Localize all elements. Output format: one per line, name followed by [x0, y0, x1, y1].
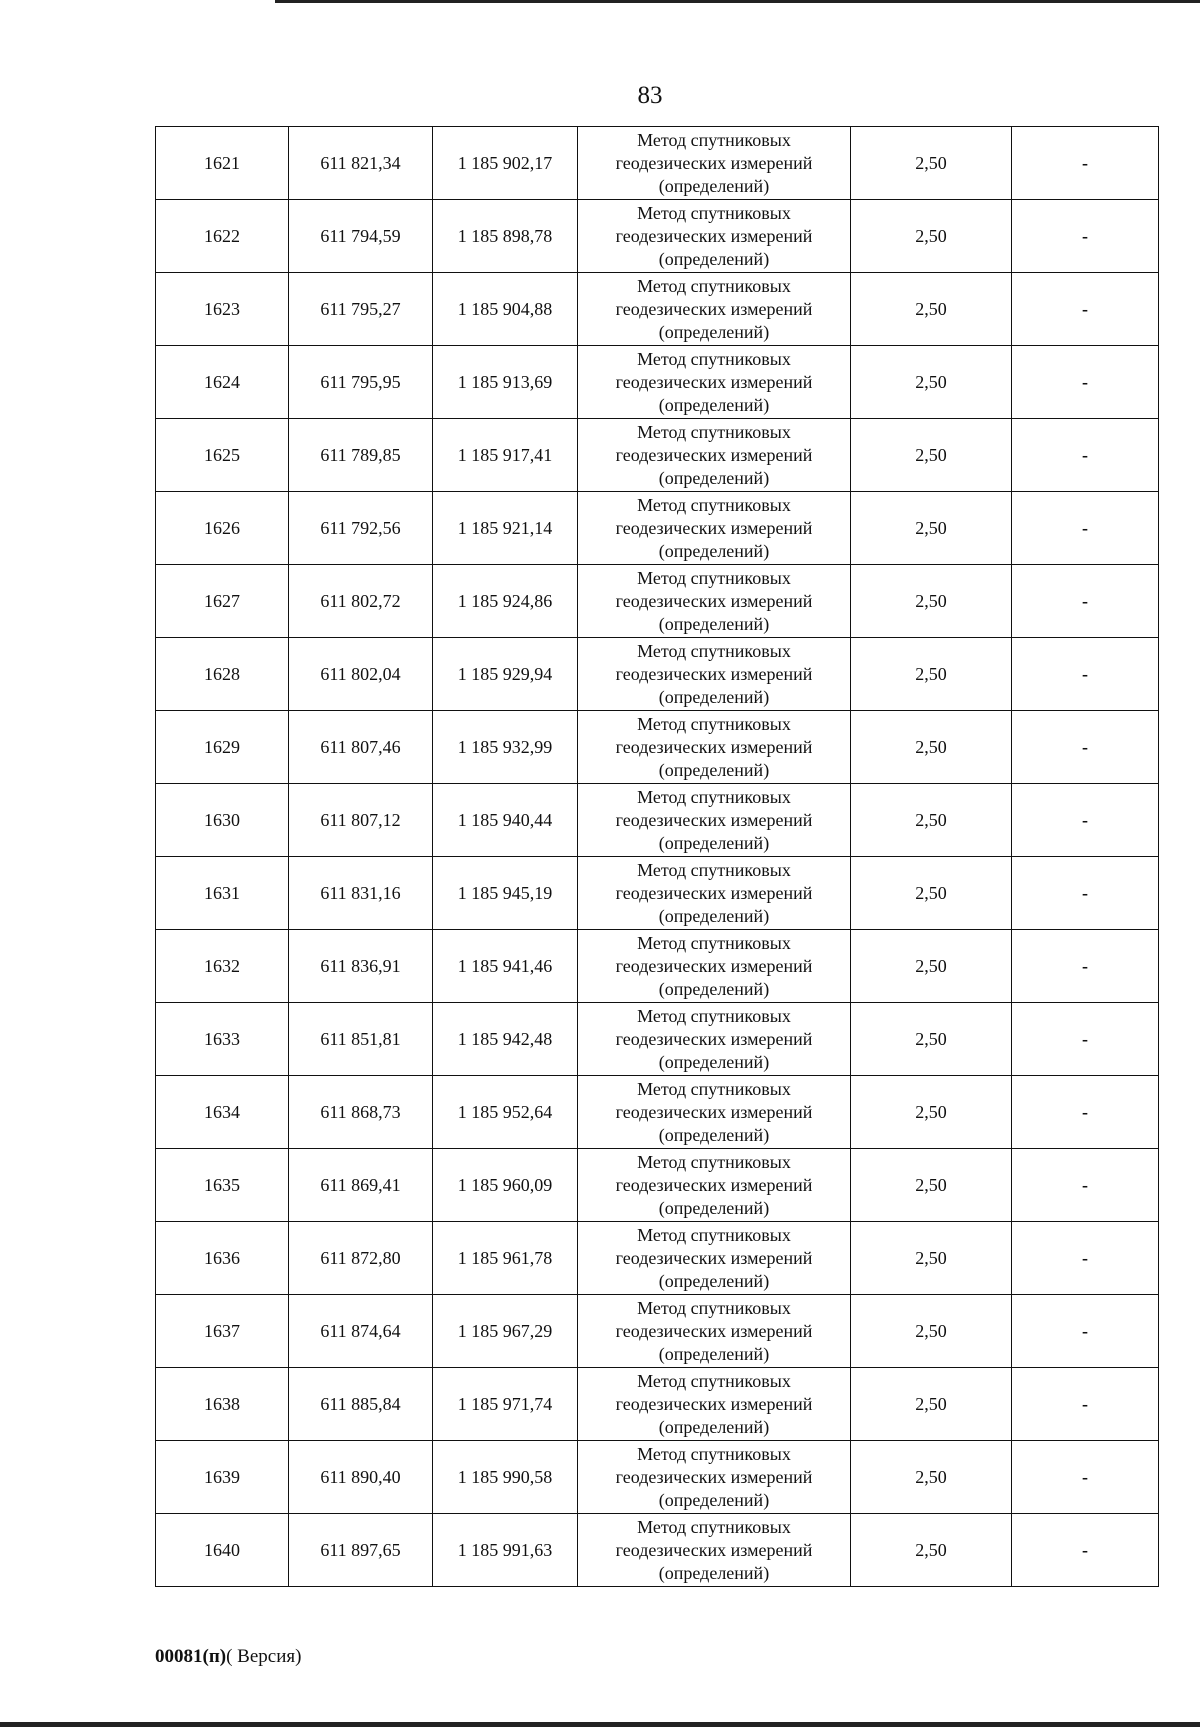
x-coordinate-cell: 611 885,84 — [289, 1368, 433, 1441]
note-cell: - — [1012, 638, 1159, 711]
accuracy-cell: 2,50 — [851, 1149, 1012, 1222]
x-coordinate-cell: 611 802,04 — [289, 638, 433, 711]
accuracy-cell: 2,50 — [851, 492, 1012, 565]
table-row — [156, 1003, 1159, 1076]
note-cell: - — [1012, 1003, 1159, 1076]
method-line: геодезических измерений — [615, 1393, 813, 1414]
method-line: Метод спутниковых — [637, 1297, 791, 1318]
method-line: геодезических измерений — [615, 663, 813, 684]
table-row — [156, 200, 1159, 273]
method-cell — [578, 1003, 851, 1076]
x-coordinate-cell: 611 821,34 — [289, 127, 433, 200]
table-row — [156, 930, 1159, 1003]
method-line: Метод спутниковых — [637, 202, 791, 223]
method-line: геодезических измерений — [615, 1320, 813, 1341]
point-number-cell: 1628 — [156, 638, 289, 711]
table-row — [156, 419, 1159, 492]
x-coordinate-cell: 611 792,56 — [289, 492, 433, 565]
y-coordinate-cell: 1 185 921,14 — [433, 492, 578, 565]
method-line: Метод спутниковых — [637, 1005, 791, 1026]
accuracy-cell: 2,50 — [851, 346, 1012, 419]
method-cell — [578, 565, 851, 638]
x-coordinate-cell: 611 851,81 — [289, 1003, 433, 1076]
x-coordinate-cell: 611 795,95 — [289, 346, 433, 419]
method-line: (определений) — [658, 1489, 770, 1510]
accuracy-cell: 2,50 — [851, 1514, 1012, 1587]
method-line: геодезических измерений — [615, 736, 813, 757]
point-number-cell: 1625 — [156, 419, 289, 492]
method-line: геодезических измерений — [615, 1247, 813, 1268]
note-cell: - — [1012, 784, 1159, 857]
accuracy-cell: 2,50 — [851, 1222, 1012, 1295]
point-number-cell: 1623 — [156, 273, 289, 346]
method-line: (определений) — [658, 1343, 770, 1364]
point-number-cell: 1624 — [156, 346, 289, 419]
note-cell: - — [1012, 200, 1159, 273]
y-coordinate-cell: 1 185 898,78 — [433, 200, 578, 273]
bottom-rule — [0, 1722, 1200, 1727]
method-line: Метод спутниковых — [637, 129, 791, 150]
table-row — [156, 711, 1159, 784]
point-number-cell: 1630 — [156, 784, 289, 857]
method-cell — [578, 711, 851, 784]
y-coordinate-cell: 1 185 941,46 — [433, 930, 578, 1003]
accuracy-cell: 2,50 — [851, 200, 1012, 273]
method-line: (определений) — [658, 1416, 770, 1437]
method-cell — [578, 857, 851, 930]
method-cell — [578, 492, 851, 565]
table-row — [156, 1295, 1159, 1368]
method-line: (определений) — [658, 175, 770, 196]
table-row — [156, 492, 1159, 565]
x-coordinate-cell: 611 831,16 — [289, 857, 433, 930]
method-line: (определений) — [658, 321, 770, 342]
note-cell: - — [1012, 419, 1159, 492]
method-cell — [578, 1222, 851, 1295]
method-line: геодезических измерений — [615, 1539, 813, 1560]
y-coordinate-cell: 1 185 902,17 — [433, 127, 578, 200]
method-cell — [578, 1368, 851, 1441]
x-coordinate-cell: 611 869,41 — [289, 1149, 433, 1222]
method-line: геодезических измерений — [615, 1466, 813, 1487]
x-coordinate-cell: 611 794,59 — [289, 200, 433, 273]
accuracy-cell: 2,50 — [851, 273, 1012, 346]
table-row — [156, 1368, 1159, 1441]
note-cell: - — [1012, 1149, 1159, 1222]
method-cell — [578, 1076, 851, 1149]
note-cell: - — [1012, 1441, 1159, 1514]
method-line: Метод спутниковых — [637, 348, 791, 369]
method-cell — [578, 273, 851, 346]
x-coordinate-cell: 611 802,72 — [289, 565, 433, 638]
table-row — [156, 565, 1159, 638]
y-coordinate-cell: 1 185 942,48 — [433, 1003, 578, 1076]
method-line: (определений) — [658, 1051, 770, 1072]
x-coordinate-cell: 611 807,12 — [289, 784, 433, 857]
point-number-cell: 1622 — [156, 200, 289, 273]
note-cell: - — [1012, 565, 1159, 638]
method-line: Метод спутниковых — [637, 1224, 791, 1245]
method-cell — [578, 638, 851, 711]
y-coordinate-cell: 1 185 991,63 — [433, 1514, 578, 1587]
x-coordinate-cell: 611 789,85 — [289, 419, 433, 492]
accuracy-cell: 2,50 — [851, 711, 1012, 784]
note-cell: - — [1012, 1514, 1159, 1587]
method-line: Метод спутниковых — [637, 1443, 791, 1464]
table-row — [156, 784, 1159, 857]
accuracy-cell: 2,50 — [851, 1368, 1012, 1441]
method-line: геодезических измерений — [615, 152, 813, 173]
method-line: Метод спутниковых — [637, 1078, 791, 1099]
method-line: геодезических измерений — [615, 809, 813, 830]
point-number-cell: 1627 — [156, 565, 289, 638]
y-coordinate-cell: 1 185 990,58 — [433, 1441, 578, 1514]
method-line: геодезических измерений — [615, 590, 813, 611]
method-cell — [578, 127, 851, 200]
y-coordinate-cell: 1 185 960,09 — [433, 1149, 578, 1222]
method-line: (определений) — [658, 686, 770, 707]
method-cell — [578, 1149, 851, 1222]
method-line: геодезических измерений — [615, 225, 813, 246]
y-coordinate-cell: 1 185 929,94 — [433, 638, 578, 711]
point-number-cell: 1621 — [156, 127, 289, 200]
y-coordinate-cell: 1 185 971,74 — [433, 1368, 578, 1441]
method-line: (определений) — [658, 467, 770, 488]
accuracy-cell: 2,50 — [851, 565, 1012, 638]
method-line: Метод спутниковых — [637, 640, 791, 661]
x-coordinate-cell: 611 874,64 — [289, 1295, 433, 1368]
x-coordinate-cell: 611 836,91 — [289, 930, 433, 1003]
accuracy-cell: 2,50 — [851, 930, 1012, 1003]
y-coordinate-cell: 1 185 940,44 — [433, 784, 578, 857]
y-coordinate-cell: 1 185 961,78 — [433, 1222, 578, 1295]
method-line: Метод спутниковых — [637, 1370, 791, 1391]
method-line: геодезических измерений — [615, 882, 813, 903]
x-coordinate-cell: 611 795,27 — [289, 273, 433, 346]
document-footer — [155, 1646, 301, 1668]
method-cell — [578, 784, 851, 857]
y-coordinate-cell: 1 185 932,99 — [433, 711, 578, 784]
accuracy-cell: 2,50 — [851, 638, 1012, 711]
top-rule — [275, 0, 1200, 3]
table-row — [156, 1076, 1159, 1149]
point-number-cell: 1631 — [156, 857, 289, 930]
point-number-cell: 1629 — [156, 711, 289, 784]
point-number-cell: 1635 — [156, 1149, 289, 1222]
x-coordinate-cell: 611 890,40 — [289, 1441, 433, 1514]
method-line: (определений) — [658, 1197, 770, 1218]
x-coordinate-cell: 611 897,65 — [289, 1514, 433, 1587]
accuracy-cell: 2,50 — [851, 127, 1012, 200]
accuracy-cell: 2,50 — [851, 1076, 1012, 1149]
point-number-cell: 1637 — [156, 1295, 289, 1368]
method-line: Метод спутниковых — [637, 494, 791, 515]
note-cell: - — [1012, 1076, 1159, 1149]
table-row — [156, 857, 1159, 930]
method-cell — [578, 346, 851, 419]
method-line: (определений) — [658, 248, 770, 269]
table-row — [156, 1441, 1159, 1514]
y-coordinate-cell: 1 185 924,86 — [433, 565, 578, 638]
method-line: геодезических измерений — [615, 955, 813, 976]
table-row — [156, 346, 1159, 419]
note-cell: - — [1012, 492, 1159, 565]
method-line: Метод спутниковых — [637, 1516, 791, 1537]
y-coordinate-cell: 1 185 917,41 — [433, 419, 578, 492]
method-line: (определений) — [658, 613, 770, 634]
y-coordinate-cell: 1 185 967,29 — [433, 1295, 578, 1368]
y-coordinate-cell: 1 185 904,88 — [433, 273, 578, 346]
note-cell: - — [1012, 1295, 1159, 1368]
method-line: (определений) — [658, 1562, 770, 1583]
table-row — [156, 638, 1159, 711]
method-line: (определений) — [658, 759, 770, 780]
note-cell: - — [1012, 930, 1159, 1003]
method-cell — [578, 419, 851, 492]
method-line: Метод спутниковых — [637, 1151, 791, 1172]
point-number-cell: 1639 — [156, 1441, 289, 1514]
method-cell — [578, 1514, 851, 1587]
point-number-cell: 1640 — [156, 1514, 289, 1587]
note-cell: - — [1012, 273, 1159, 346]
point-number-cell: 1638 — [156, 1368, 289, 1441]
x-coordinate-cell: 611 868,73 — [289, 1076, 433, 1149]
method-line: геодезических измерений — [615, 1028, 813, 1049]
method-line: (определений) — [658, 978, 770, 999]
method-line: Метод спутниковых — [637, 932, 791, 953]
accuracy-cell: 2,50 — [851, 419, 1012, 492]
note-cell: - — [1012, 127, 1159, 200]
footer-code: 00081(п) — [155, 1646, 227, 1667]
note-cell: - — [1012, 1368, 1159, 1441]
page-number: 83 — [637, 82, 663, 109]
y-coordinate-cell: 1 185 952,64 — [433, 1076, 578, 1149]
method-cell — [578, 1441, 851, 1514]
method-line: Метод спутниковых — [637, 713, 791, 734]
note-cell: - — [1012, 711, 1159, 784]
method-line: геодезических измерений — [615, 444, 813, 465]
method-line: (определений) — [658, 905, 770, 926]
note-cell: - — [1012, 346, 1159, 419]
accuracy-cell: 2,50 — [851, 1003, 1012, 1076]
method-line: Метод спутниковых — [637, 567, 791, 588]
y-coordinate-cell: 1 185 913,69 — [433, 346, 578, 419]
accuracy-cell: 2,50 — [851, 784, 1012, 857]
method-line: Метод спутниковых — [637, 786, 791, 807]
point-number-cell: 1626 — [156, 492, 289, 565]
method-line: (определений) — [658, 394, 770, 415]
method-cell — [578, 930, 851, 1003]
x-coordinate-cell: 611 872,80 — [289, 1222, 433, 1295]
method-line: геодезических измерений — [615, 517, 813, 538]
x-coordinate-cell: 611 807,46 — [289, 711, 433, 784]
accuracy-cell: 2,50 — [851, 1295, 1012, 1368]
method-line: геодезических измерений — [615, 1101, 813, 1122]
note-cell: - — [1012, 1222, 1159, 1295]
method-line: геодезических измерений — [615, 1174, 813, 1195]
footer-version: ( Версия) — [226, 1646, 302, 1667]
table-row — [156, 273, 1159, 346]
method-line: Метод спутниковых — [637, 859, 791, 880]
method-line: (определений) — [658, 540, 770, 561]
table-row — [156, 1514, 1159, 1587]
accuracy-cell: 2,50 — [851, 1441, 1012, 1514]
method-line: (определений) — [658, 832, 770, 853]
method-line: Метод спутниковых — [637, 421, 791, 442]
point-number-cell: 1633 — [156, 1003, 289, 1076]
note-cell: - — [1012, 857, 1159, 930]
accuracy-cell: 2,50 — [851, 857, 1012, 930]
table-row — [156, 127, 1159, 200]
point-number-cell: 1634 — [156, 1076, 289, 1149]
y-coordinate-cell: 1 185 945,19 — [433, 857, 578, 930]
method-line: (определений) — [658, 1270, 770, 1291]
method-line: (определений) — [658, 1124, 770, 1145]
point-number-cell: 1636 — [156, 1222, 289, 1295]
table-row — [156, 1149, 1159, 1222]
coordinates-table-body — [156, 127, 1159, 1587]
point-number-cell: 1632 — [156, 930, 289, 1003]
method-cell — [578, 200, 851, 273]
method-line: Метод спутниковых — [637, 275, 791, 296]
coordinates-table — [155, 126, 1159, 1587]
method-cell — [578, 1295, 851, 1368]
method-line: геодезических измерений — [615, 298, 813, 319]
table-row — [156, 1222, 1159, 1295]
method-line: геодезических измерений — [615, 371, 813, 392]
